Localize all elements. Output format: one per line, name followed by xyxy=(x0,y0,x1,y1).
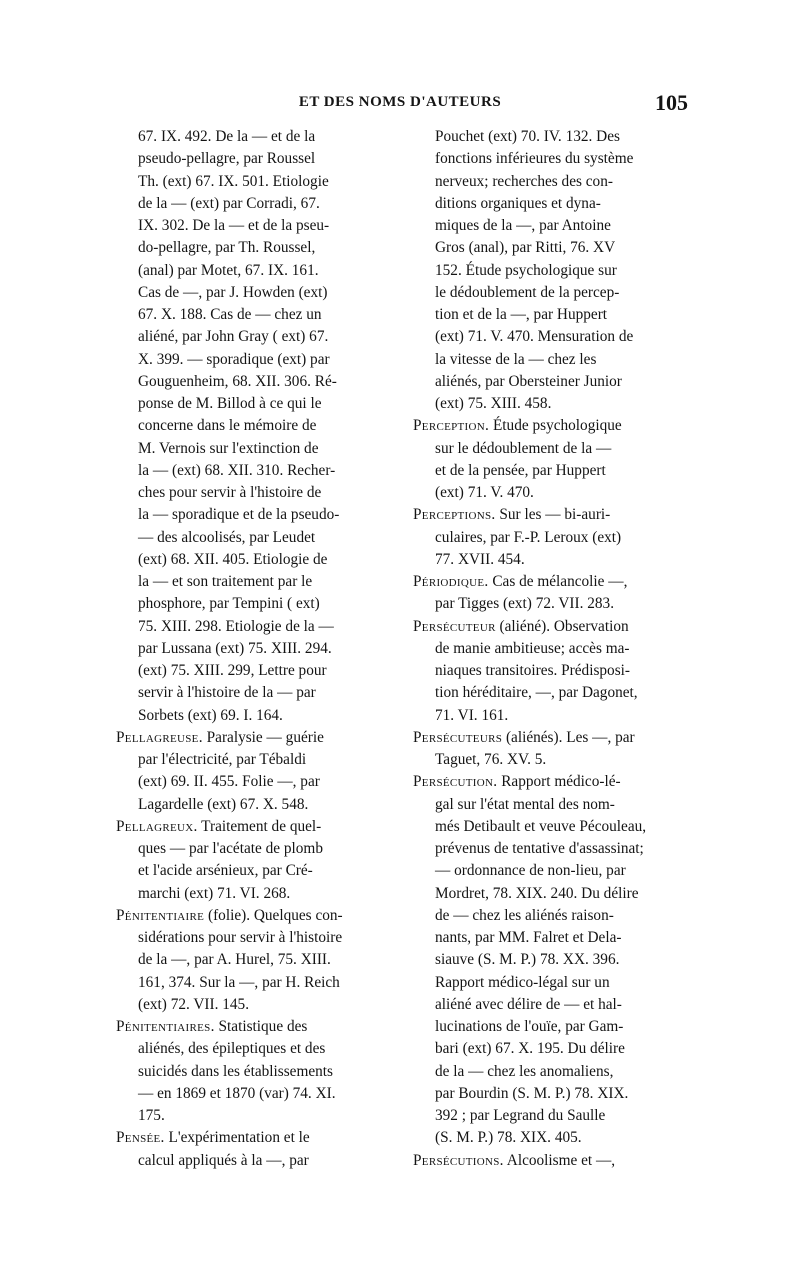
index-line xyxy=(413,482,683,504)
entry-text: Gouguenheim, 68. XII. 306. Ré- xyxy=(138,372,337,390)
entry-text: Taguet, 76. XV. 5. xyxy=(435,751,547,768)
entry-text: tion héréditaire, —, par Dagonet, xyxy=(435,684,638,702)
entry-text: Paralysie — guérie xyxy=(202,728,324,746)
entry-text: sidérations pour servir à l'histoire xyxy=(138,929,343,946)
entry-headword: Pellagreuse. xyxy=(116,728,203,746)
index-line xyxy=(116,682,386,704)
index-line xyxy=(116,838,386,860)
index-line xyxy=(116,304,386,326)
index-line xyxy=(116,616,386,638)
index-line xyxy=(116,126,386,148)
entry-text: (ext) 75. XIII. 299, Lettre pour xyxy=(138,662,327,679)
index-line xyxy=(413,193,683,215)
index-line xyxy=(116,215,386,237)
entry-text: nants, par MM. Falret et Dela- xyxy=(435,929,622,946)
entry-text: M. Vernois sur l'extinction de xyxy=(138,439,319,457)
entry-text: (ext) 69. II. 455. Folie —, par xyxy=(138,773,320,791)
entry-text: calcul appliqués à la —, par xyxy=(138,1151,309,1169)
entry-text: prévenus de tentative d'assassinat; xyxy=(435,840,644,857)
entry-text: Sur les — bi-auri- xyxy=(495,506,611,524)
index-line xyxy=(413,215,683,237)
index-entry-start xyxy=(116,727,386,749)
index-line xyxy=(413,460,683,482)
entry-text: (aliéné). Observation xyxy=(495,617,629,635)
index-line xyxy=(413,838,683,860)
entry-text: (ext) 71. V. 470. xyxy=(435,484,534,501)
index-entry-start xyxy=(413,571,683,593)
entry-text: par Bourdin (S. M. P.) 78. XIX. xyxy=(435,1084,629,1102)
index-line xyxy=(116,438,386,460)
index-line xyxy=(413,393,683,415)
entry-text: servir à l'histoire de la — par xyxy=(138,684,316,702)
entry-text: de la — (ext) par Corradi, 67. xyxy=(138,194,320,212)
index-line xyxy=(413,304,683,326)
entry-text: Pouchet (ext) 70. IV. 132. Des xyxy=(435,128,620,145)
entry-text: miques de la —, par Antoine xyxy=(435,217,611,234)
entry-headword: Pénitentiaires. xyxy=(116,1018,215,1035)
index-line xyxy=(116,371,386,393)
entry-text: Sorbets (ext) 69. I. 164. xyxy=(138,706,283,724)
index-line xyxy=(116,482,386,504)
index-line xyxy=(116,883,386,905)
entry-text: de la — chez les anomaliens, xyxy=(435,1062,614,1080)
entry-headword: Pénitentiaire xyxy=(116,906,205,924)
index-entry-start xyxy=(413,727,683,749)
index-line xyxy=(116,460,386,482)
entry-text: concerne dans le mémoire de xyxy=(138,417,317,435)
index-line xyxy=(116,771,386,793)
entry-text: et de la pensée, par Huppert xyxy=(435,461,606,479)
entry-text: L'expérimentation et le xyxy=(164,1129,310,1147)
entry-text: 175. xyxy=(138,1107,165,1124)
entry-text: par Tigges (ext) 72. VII. 283. xyxy=(435,595,615,613)
index-line xyxy=(413,638,683,660)
entry-text: (aliénés). Les —, par xyxy=(502,728,635,746)
index-line xyxy=(413,1016,683,1038)
entry-text: (S. M. P.) 78. XIX. 405. xyxy=(435,1129,582,1147)
entry-text: 77. XVII. 454. xyxy=(435,550,525,568)
index-line xyxy=(116,393,386,415)
index-line xyxy=(116,593,386,615)
index-line xyxy=(116,749,386,771)
index-line xyxy=(413,237,683,259)
index-line xyxy=(116,1150,386,1172)
index-line xyxy=(413,527,683,549)
entry-text: de — chez les aliénés raison- xyxy=(435,906,614,924)
index-line xyxy=(413,282,683,304)
entry-text: — des alcoolisés, par Leudet xyxy=(138,528,316,546)
entry-text: de manie ambitieuse; accès ma- xyxy=(435,639,630,657)
index-line xyxy=(413,549,683,571)
entry-text: — ordonnance de non-lieu, par xyxy=(435,862,626,880)
index-entry-start xyxy=(116,1016,386,1038)
right-column xyxy=(413,126,683,1172)
index-line xyxy=(413,171,683,193)
index-line xyxy=(116,860,386,882)
entry-text: marchi (ext) 71. VI. 268. xyxy=(138,884,291,902)
entry-text: phosphore, par Tempini ( ext) xyxy=(138,595,320,613)
entry-headword: Persécutions. xyxy=(413,1151,504,1169)
index-line xyxy=(116,571,386,593)
entry-text: tion et de la —, par Huppert xyxy=(435,306,608,323)
entry-text: 161, 374. Sur la —, par H. Reich xyxy=(138,973,340,991)
entry-text: ponse de M. Billod à ce qui le xyxy=(138,395,322,412)
index-line xyxy=(116,148,386,170)
entry-text: 67. X. 188. Cas de — chez un xyxy=(138,306,322,323)
left-column xyxy=(116,126,386,1172)
entry-text: (ext) 71. V. 470. Mensuration de xyxy=(435,328,634,346)
entry-headword: Perception. xyxy=(413,417,490,435)
entry-text: lucinations de l'ouïe, par Gam- xyxy=(435,1018,624,1035)
entry-text: aliéné avec délire de — et hal- xyxy=(435,995,622,1013)
entry-text: ches pour servir à l'histoire de xyxy=(138,484,322,501)
index-line xyxy=(116,1083,386,1105)
entry-headword: Persécution. xyxy=(413,773,498,791)
index-line xyxy=(116,638,386,660)
index-line xyxy=(116,1061,386,1083)
index-line xyxy=(413,905,683,927)
entry-text: pseudo-pellagre, par Roussel xyxy=(138,150,316,168)
index-line xyxy=(413,794,683,816)
entry-text: niaques transitoires. Prédisposi- xyxy=(435,662,631,679)
index-line xyxy=(116,949,386,971)
entry-headword: Perceptions. xyxy=(413,506,496,524)
entry-text: et l'acide arsénieux, par Cré- xyxy=(138,862,313,880)
index-line xyxy=(116,972,386,994)
entry-text: 392 ; par Legrand du Saulle xyxy=(435,1107,606,1124)
entry-text: le dédoublement de la percep- xyxy=(435,283,620,301)
index-entry-start xyxy=(116,816,386,838)
entry-text: Rapport médico-lé- xyxy=(497,773,621,791)
index-line xyxy=(413,126,683,148)
index-line xyxy=(116,549,386,571)
entry-headword: Persécuteur xyxy=(413,617,496,635)
entry-text: la — (ext) 68. XII. 310. Recher- xyxy=(138,461,336,479)
entry-text: la vitesse de la — chez les xyxy=(435,350,597,368)
index-entry-start xyxy=(413,771,683,793)
index-entry-start xyxy=(413,616,683,638)
entry-text: sur le dédoublement de la — xyxy=(435,439,612,457)
index-line xyxy=(413,371,683,393)
index-line xyxy=(413,260,683,282)
index-line xyxy=(116,237,386,259)
running-head xyxy=(120,90,688,124)
index-line xyxy=(116,349,386,371)
index-line xyxy=(116,927,386,949)
index-entry-start xyxy=(413,1150,683,1172)
entry-text: 67. IX. 492. De la — et de la xyxy=(138,128,316,145)
index-line xyxy=(413,705,683,727)
entry-text: Alcoolisme et —, xyxy=(503,1151,616,1169)
entry-text: suicidés dans les établissements xyxy=(138,1062,333,1080)
entry-text: Gros (anal), par Ritti, 76. XV xyxy=(435,239,616,257)
entry-text: 71. VI. 161. xyxy=(435,706,509,724)
entry-text: do-pellagre, par Th. Roussel, xyxy=(138,239,316,257)
index-entry-start xyxy=(413,504,683,526)
entry-text: Cas de mélancolie —, xyxy=(488,573,628,590)
entry-text: (ext) 72. VII. 145. xyxy=(138,995,250,1013)
index-line xyxy=(116,326,386,348)
entry-text: Th. (ext) 67. IX. 501. Etiologie xyxy=(138,172,329,190)
index-line xyxy=(413,816,683,838)
index-line xyxy=(116,193,386,215)
index-line xyxy=(413,1127,683,1149)
index-line xyxy=(413,1061,683,1083)
entry-text: Mordret, 78. XIX. 240. Du délire xyxy=(435,884,639,902)
entry-text: par l'électricité, par Tébaldi xyxy=(138,751,307,768)
index-line xyxy=(413,927,683,949)
index-line xyxy=(413,593,683,615)
index-line xyxy=(413,972,683,994)
entry-text: par Lussana (ext) 75. XIII. 294. xyxy=(138,639,332,657)
index-entry-start xyxy=(413,415,683,437)
entry-text: 152. Étude psychologique sur xyxy=(435,261,617,279)
entry-text: Rapport médico-légal sur un xyxy=(435,973,610,991)
index-line xyxy=(116,1105,386,1127)
entry-text: (folie). Quelques con- xyxy=(204,906,343,924)
entry-text: (anal) par Motet, 67. IX. 161. xyxy=(138,261,319,279)
index-line xyxy=(116,794,386,816)
running-title: ET DES NOMS D'AUTEURS xyxy=(298,94,502,110)
entry-text: fonctions inférieures du système xyxy=(435,150,634,168)
index-line xyxy=(116,415,386,437)
index-line xyxy=(413,148,683,170)
entry-text: nerveux; recherches des con- xyxy=(435,172,613,190)
index-line xyxy=(116,171,386,193)
entry-text: la — sporadique et de la pseudo- xyxy=(138,506,340,524)
entry-text: més Detibault et veuve Pécouleau, xyxy=(435,817,647,835)
entry-text: Traitement de quel- xyxy=(197,817,322,835)
index-line xyxy=(116,1038,386,1060)
entry-text: X. 399. — sporadique (ext) par xyxy=(138,350,330,368)
index-line xyxy=(413,749,683,771)
entry-headword: Pensée. xyxy=(116,1129,165,1147)
entry-text: de la —, par A. Hurel, 75. XIII. xyxy=(138,951,331,969)
index-line xyxy=(413,1083,683,1105)
index-line xyxy=(413,326,683,348)
entry-text: Cas de —, par J. Howden (ext) xyxy=(138,283,328,301)
entry-text: la — et son traitement par le xyxy=(138,573,313,590)
index-line xyxy=(116,660,386,682)
entry-text: Lagardelle (ext) 67. X. 548. xyxy=(138,795,309,813)
index-line xyxy=(413,660,683,682)
index-line xyxy=(413,438,683,460)
index-line xyxy=(116,504,386,526)
index-line xyxy=(413,682,683,704)
entry-text: Étude psychologique xyxy=(489,417,622,435)
entry-text: aliéné, par John Gray ( ext) 67. xyxy=(138,328,329,346)
index-line xyxy=(413,883,683,905)
entry-headword: Périodique. xyxy=(413,573,489,590)
entry-text: aliénés, des épileptiques et des xyxy=(138,1040,326,1058)
entry-text: bari (ext) 67. X. 195. Du délire xyxy=(435,1040,625,1058)
index-entry-start xyxy=(116,1127,386,1149)
index-line xyxy=(116,260,386,282)
entry-text: IX. 302. De la — et de la pseu- xyxy=(138,217,330,234)
index-line xyxy=(413,994,683,1016)
index-line xyxy=(116,705,386,727)
index-line xyxy=(413,349,683,371)
entry-headword: Pellagreux. xyxy=(116,817,198,835)
index-line xyxy=(413,1038,683,1060)
entry-text: siauve (S. M. P.) 78. XX. 396. xyxy=(435,951,620,969)
entry-text: (ext) 75. XIII. 458. xyxy=(435,395,552,412)
entry-text: aliénés, par Obersteiner Junior xyxy=(435,372,622,390)
index-entry-start xyxy=(116,905,386,927)
index-line xyxy=(116,994,386,1016)
entry-text: — en 1869 et 1870 (var) 74. XI. xyxy=(138,1084,336,1102)
entry-text: gal sur l'état mental des nom- xyxy=(435,795,615,813)
entry-text: ditions organiques et dyna- xyxy=(435,194,601,212)
entry-headword: Persécuteurs xyxy=(413,728,503,746)
entry-text: Statistique des xyxy=(214,1018,308,1035)
page-number: 105 xyxy=(655,90,688,115)
entry-text: culaires, par F.-P. Leroux (ext) xyxy=(435,528,622,546)
entry-text: ques — par l'acétate de plomb xyxy=(138,840,323,857)
index-line xyxy=(413,949,683,971)
entry-text: (ext) 68. XII. 405. Etiologie de xyxy=(138,550,328,568)
entry-text: 75. XIII. 298. Etiologie de la — xyxy=(138,617,334,635)
index-line xyxy=(116,282,386,304)
index-line xyxy=(413,1105,683,1127)
index-line xyxy=(116,527,386,549)
index-line xyxy=(413,860,683,882)
